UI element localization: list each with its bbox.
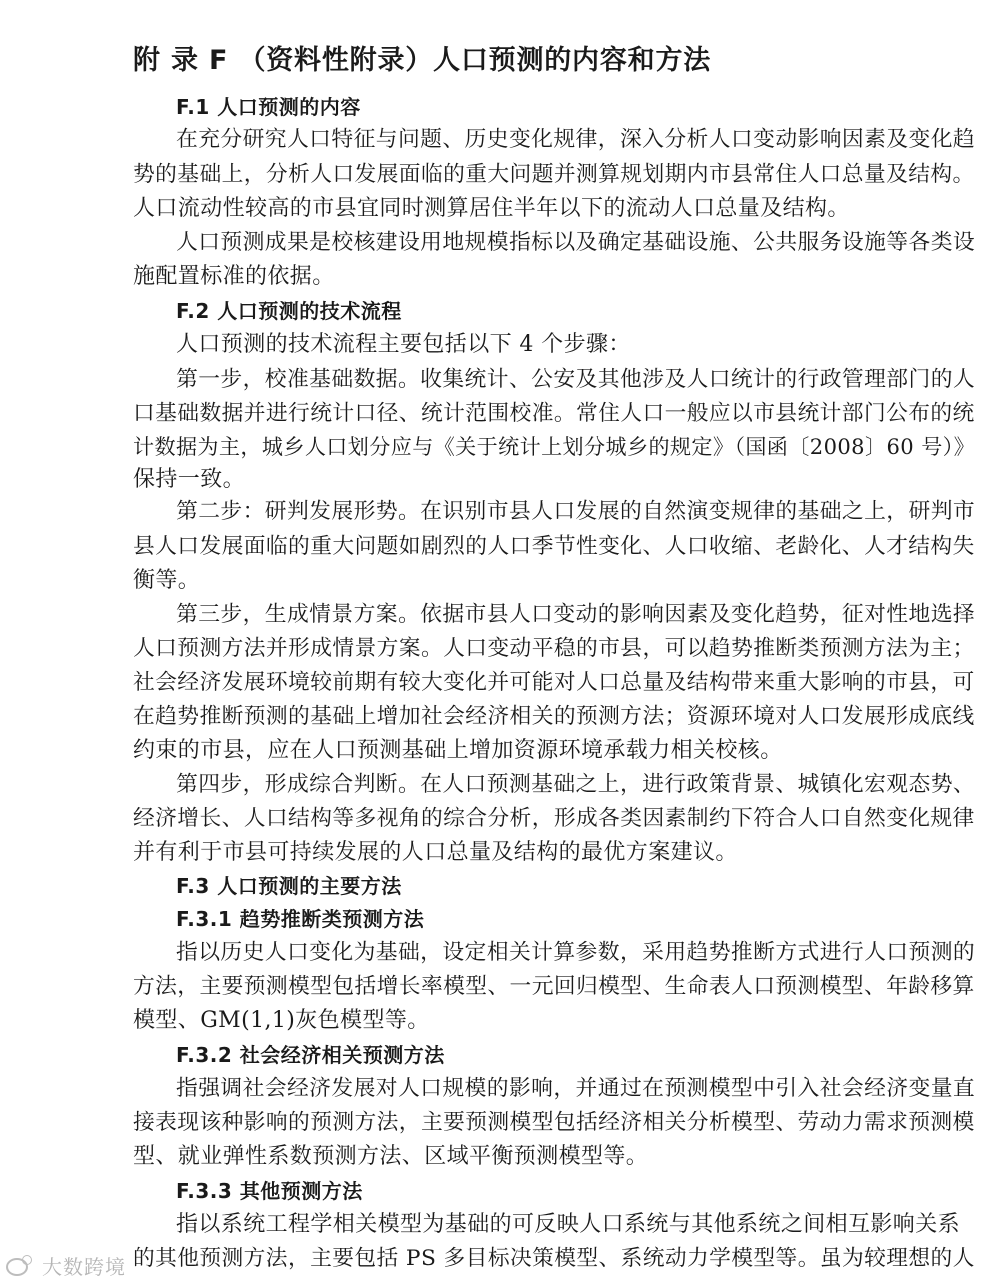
section-heading-f33: F.3.3 其他预测方法: [176, 1179, 363, 1203]
page-title: 附 录 F （资料性附录）人口预测的内容和方法: [133, 45, 712, 76]
paragraph-line: 县人口发展面临的重大问题如剧烈的人口季节性变化、人口收缩、老龄化、人才结构失: [133, 534, 975, 559]
paragraph-line: 经济增长、人口结构等多视角的综合分析，形成各类因素制约下符合人口自然变化规律: [133, 806, 975, 831]
paragraph-line: 人口预测的技术流程主要包括以下 4 个步骤：: [176, 332, 631, 357]
paragraph-line: 第三步，生成情景方案。依据市县人口变动的影响因素及变化趋势，征对性地选择: [176, 602, 976, 627]
paragraph-line: 并有利于市县可持续发展的人口总量及结构的最优方案建议。: [133, 840, 738, 865]
weibo-logo-icon: [4, 1254, 36, 1276]
paragraph-line: 施配置标准的依据。: [133, 264, 335, 289]
paragraph-line: 在充分研究人口特征与问题、历史变化规律，深入分析人口变动影响因素及变化趋: [176, 127, 976, 152]
paragraph-line: 势的基础上，分析人口发展面临的重大问题并测算规划期内市县常住人口总量及结构。: [133, 162, 975, 187]
paragraph-line: 第二步：研判发展形势。在识别市县人口发展的自然演变规律的基础之上，研判市: [176, 499, 976, 524]
paragraph-line: 接表现该种影响的预测方法，主要预测模型包括经济相关分析模型、劳动力需求预测模: [133, 1110, 975, 1135]
paragraph-line: 模型、GM(1,1)灰色模型等。: [133, 1008, 430, 1033]
paragraph-line: 指以系统工程学相关模型为基础的可反映人口系统与其他系统之间相互影响关系: [176, 1212, 961, 1237]
paragraph-line: 第四步，形成综合判断。在人口预测基础之上，进行政策背景、城镇化宏观态势、: [176, 772, 976, 797]
paragraph-line: 人口预测成果是校核建设用地规模指标以及确定基础设施、公共服务设施等各类设: [176, 230, 976, 255]
paragraph-line: 人口预测方法并形成情景方案。人口变动平稳的市县，可以趋势推断类预测方法为主；: [133, 636, 975, 661]
paragraph-line: 计数据为主，城乡人口划分应与《关于统计上划分城乡的规定》（国函〔2008〕60 号）》: [133, 434, 976, 459]
paragraph-line: 约束的市县，应在人口预测基础上增加资源环境承载力相关校核。: [133, 738, 783, 763]
paragraph-line: 方法，主要预测模型包括增长率模型、一元回归模型、生命表人口预测模型、年龄移算: [133, 974, 975, 999]
paragraph-line: 指强调社会经济发展对人口规模的影响，并通过在预测模型中引入社会经济变量直: [176, 1076, 976, 1101]
paragraph-line: 指以历史人口变化为基础，设定相关计算参数，采用趋势推断方式进行人口预测的: [176, 940, 976, 965]
watermark: [4, 1250, 132, 1280]
paragraph-line: 在趋势推断预测的基础上增加社会经济相关的预测方法；资源环境对人口发展形成底线: [133, 704, 975, 729]
paragraph-line: 口基础数据并进行统计口径、统计范围校准。常住人口一般应以市县统计部门公布的统: [133, 401, 975, 426]
paragraph-line: 衡等。: [133, 568, 201, 593]
watermark-text: 大数跨境: [42, 1254, 126, 1279]
paragraph-line: 社会经济发展环境较前期有较大变化并可能对人口总量及结构带来重大影响的市县，可: [133, 670, 975, 695]
paragraph-line: 型、就业弹性系数预测方法、区域平衡预测模型等。: [133, 1144, 649, 1169]
section-heading-f31: F.3.1 趋势推断类预测方法: [176, 907, 425, 931]
section-heading-f32: F.3.2 社会经济相关预测方法: [176, 1043, 445, 1067]
section-heading-f2: F.2 人口预测的技术流程: [176, 299, 402, 323]
paragraph-line: 第一步，校准基础数据。收集统计、公安及其他涉及人口统计的行政管理部门的人: [176, 367, 976, 392]
paragraph-line: 人口流动性较高的市县宜同时测算居住半年以下的流动人口总量及结构。: [133, 196, 850, 221]
paragraph-line: 的其他预测方法，主要包括 PS 多目标决策模型、系统动力学模型等。虽为较理想的人: [133, 1246, 975, 1271]
paragraph-line: 保持一致。: [133, 467, 246, 492]
section-heading-f3: F.3 人口预测的主要方法: [176, 874, 402, 898]
section-heading-f1: F.1 人口预测的内容: [176, 95, 361, 119]
